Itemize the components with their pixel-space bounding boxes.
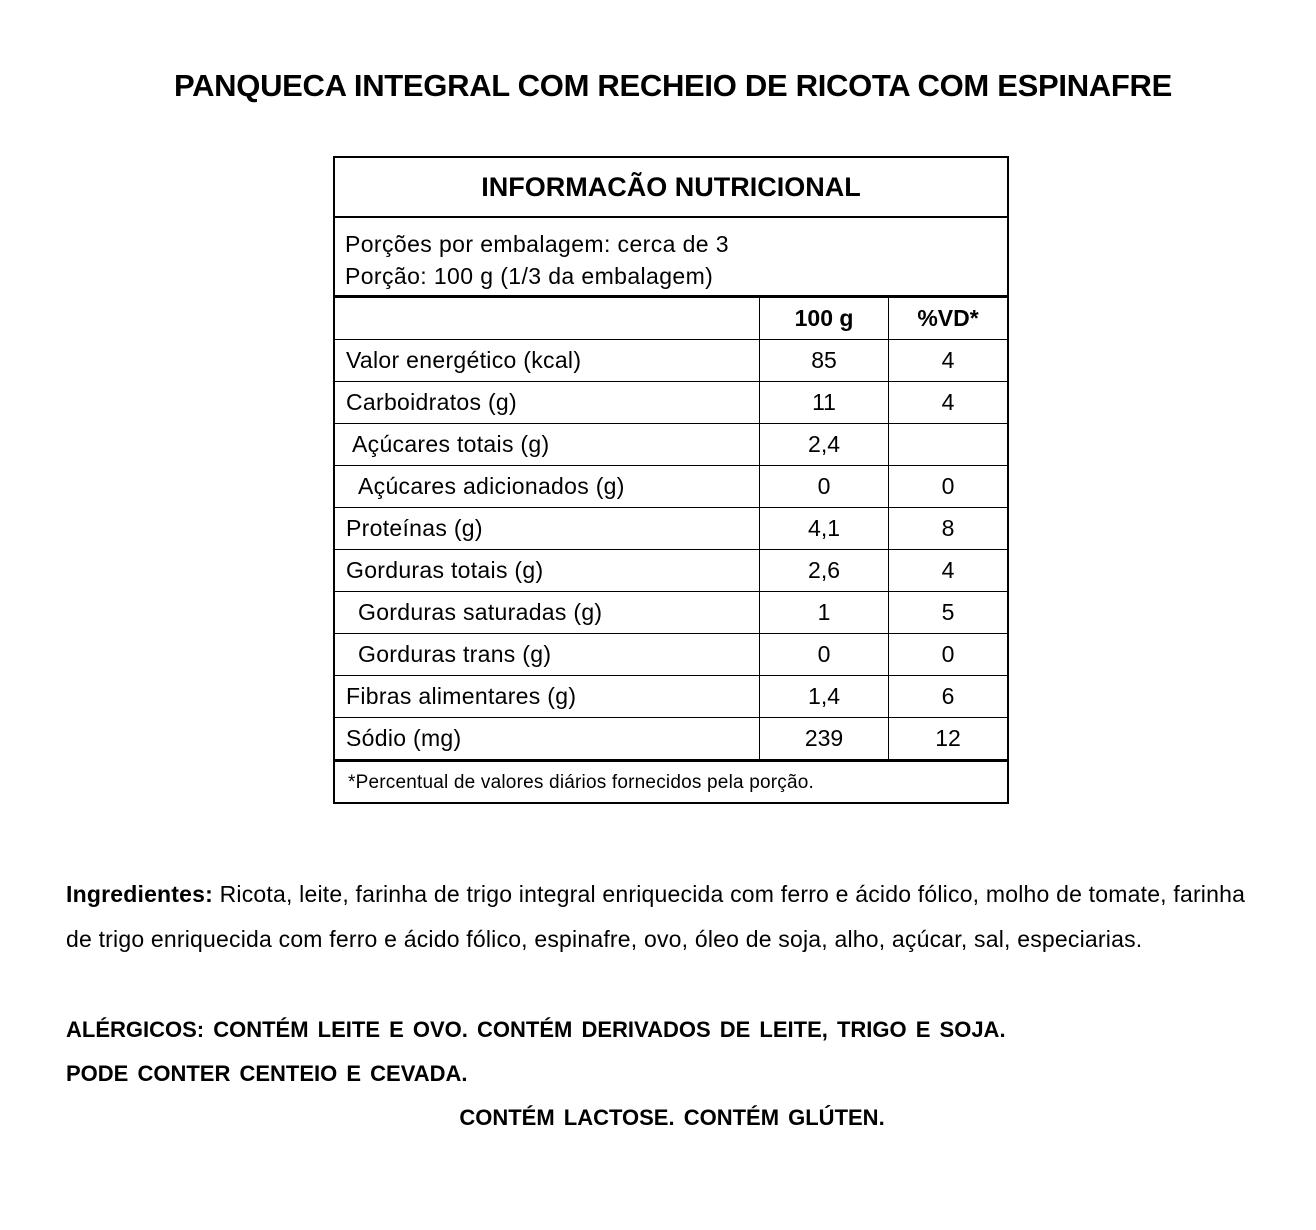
nutrient-dv: 4 [889,340,1007,382]
table-row [335,466,1007,508]
serving-info [335,218,1007,298]
allergens-line: ALÉRGICOS: CONTÉM LEITE E OVO. CONTÉM DERIVADOS DE LEITE, TRIGO E SOJA. [66,1017,1006,1042]
table-row [335,634,1007,676]
nutrient-amount: 85 [759,340,888,382]
table-row [335,382,1007,424]
nutrient-label: Valor energético (kcal) [335,340,759,382]
nutrient-label: Gorduras trans (g) [335,634,759,676]
nutrient-label: Proteínas (g) [335,508,759,550]
nutrient-amount: 4,1 [759,508,888,550]
nutrient-amount: 0 [759,634,888,676]
nutrient-label: Fibras alimentares (g) [335,676,759,718]
nutrient-dv: 0 [889,634,1007,676]
nutrient-dv: 6 [889,676,1007,718]
nutrient-label: Carboidratos (g) [335,382,759,424]
nutrient-amount: 11 [759,382,888,424]
allergens-block [66,1008,1256,1096]
nutrient-amount: 1,4 [759,676,888,718]
table-row [335,424,1007,466]
table-row [335,550,1007,592]
ingredients-text: Ricota, leite, farinha de trigo integral enriquecida com ferro e ácido fólico, molho de tomate, farinha de trigo enriquecida com ferro e ácido fólico, espinafre, ovo, óleo de soja, alho, açúcar, sal, especiarias. [66,881,1246,952]
nutrient-label: Açúcares totais (g) [335,424,759,466]
nutrient-amount: 2,4 [759,424,888,466]
nutrient-dv [889,424,1007,466]
lactose-gluten-warning: CONTÉM LACTOSE. CONTÉM GLÚTEN. [459,1105,885,1130]
serving-size: Porção: 100 g (1/3 da embalagem) [345,263,714,289]
nutrient-amount: 239 [759,718,888,761]
nutrient-dv: 5 [889,592,1007,634]
nutrient-amount: 0 [759,466,888,508]
nutrient-dv: 0 [889,466,1007,508]
nutrient-label: Sódio (mg) [335,718,759,761]
table-row [335,508,1007,550]
nutrient-label: Gorduras saturadas (g) [335,592,759,634]
column-header-amount: 100 g [759,298,888,340]
nutrition-facts-table [333,156,1009,804]
table-row [335,676,1007,718]
nutrient-dv: 12 [889,718,1007,761]
may-contain-line: PODE CONTER CENTEIO E CEVADA. [66,1061,468,1086]
nutrient-dv: 8 [889,508,1007,550]
nutrient-label: Gorduras totais (g) [335,550,759,592]
nutrient-dv: 4 [889,550,1007,592]
column-header-nutrient [335,298,759,340]
nutrient-table [335,298,1007,762]
ingredients-label: Ingredientes: [66,881,214,907]
servings-per-package: Porções por embalagem: cerca de 3 [345,231,729,257]
nutrient-amount: 2,6 [759,550,888,592]
table-row [335,340,1007,382]
column-header-dv: %VD* [889,298,1007,340]
table-footnote: *Percentual de valores diários fornecidos pela porção. [348,772,815,793]
product-title: PANQUECA INTEGRAL COM RECHEIO DE RICOTA COM ESPINAFRE [174,68,1172,103]
table-header-row [335,298,1007,340]
nutrition-header: INFORMACÃO NUTRICIONAL [335,158,1007,218]
table-row [335,718,1007,761]
nutrient-dv: 4 [889,382,1007,424]
nutrient-amount: 1 [759,592,888,634]
table-row [335,592,1007,634]
ingredients-paragraph [66,872,1256,962]
nutrient-label: Açúcares adicionados (g) [335,466,759,508]
